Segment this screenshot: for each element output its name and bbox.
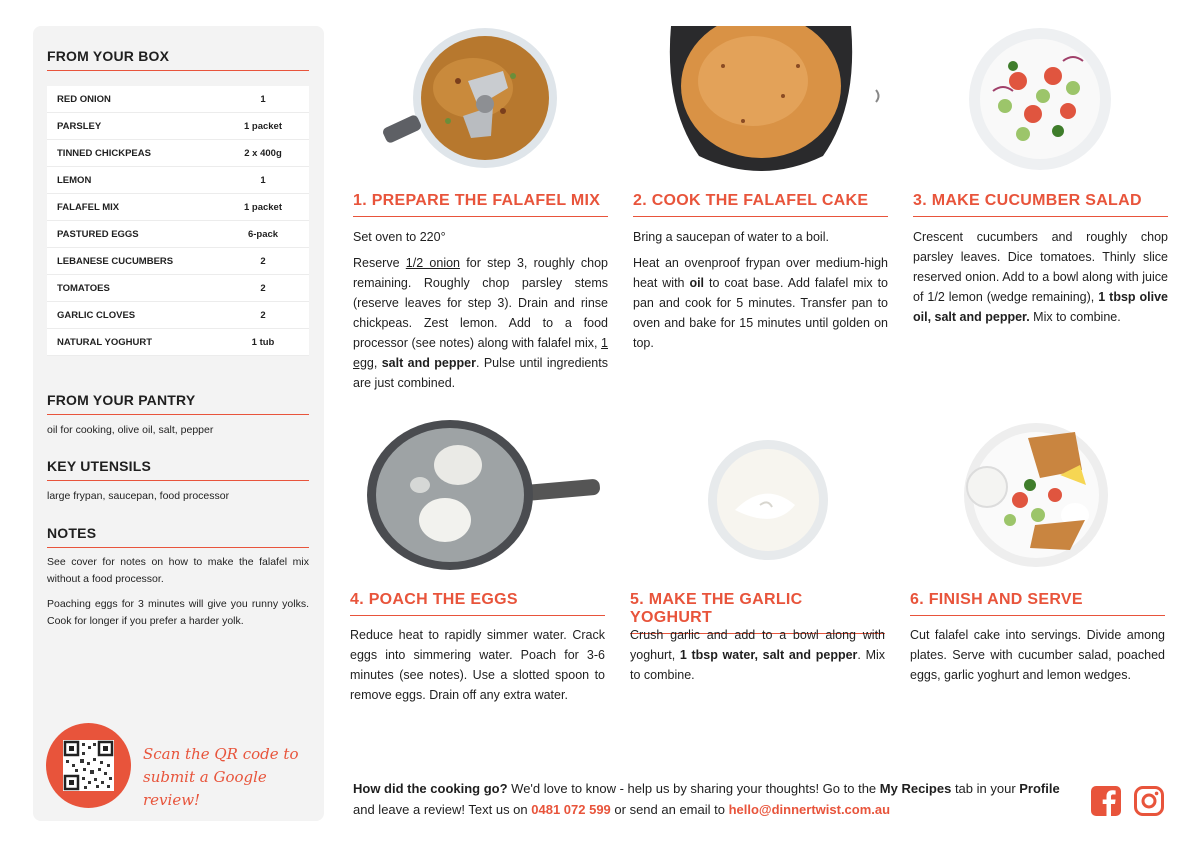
text-span: to coat base. Add falafel mix to pan and cook for 5 minutes. Transfer pan to oven and bake for 15 minutes until golden on top. bbox=[633, 276, 888, 350]
box-item-qty: 2 bbox=[260, 282, 266, 294]
instruction-text bbox=[630, 625, 885, 685]
text-span: Crescent cucumbers and roughly chop parsley leaves. Dice tomatoes. Thinly slice reserved onion. Add to a bowl along with juice of 1/2 lemon (wedge remaining), bbox=[913, 230, 1168, 304]
qr-review-cta bbox=[143, 743, 318, 812]
box-item-row bbox=[47, 194, 309, 221]
text-span: Reserve bbox=[353, 256, 406, 270]
box-item-name: NATURAL YOGHURT bbox=[57, 336, 152, 348]
step-instructions bbox=[350, 625, 605, 711]
qr-cta-line: Scan the QR code to bbox=[143, 745, 299, 763]
note-item: Poaching eggs for 3 minutes will give you runny yolks. Cook for longer if you prefer a harder yolk. bbox=[47, 598, 309, 627]
falafel-cake-photo bbox=[633, 26, 888, 176]
box-item-qty: 2 x 400g bbox=[244, 147, 282, 159]
facebook-icon[interactable] bbox=[1090, 785, 1122, 817]
box-item-row bbox=[47, 329, 309, 356]
box-item-name: PARSLEY bbox=[57, 120, 102, 132]
box-item-name: RED ONION bbox=[57, 93, 111, 105]
feedback-question: How did the cooking go? bbox=[353, 781, 508, 796]
text-span: Crush garlic and add to a bowl along with yoghurt, bbox=[630, 628, 885, 662]
step-instructions bbox=[910, 625, 1165, 691]
step-instructions bbox=[913, 227, 1168, 333]
step-title: 6. FINISH AND SERVE bbox=[910, 591, 1165, 616]
profile-link: Profile bbox=[1019, 781, 1060, 796]
garlic-yoghurt-photo bbox=[630, 420, 885, 575]
text-bold: salt and pepper bbox=[381, 356, 476, 370]
instagram-icon[interactable] bbox=[1133, 785, 1165, 817]
text-span: Heat an ovenproof frypan over medium-high heat with bbox=[633, 256, 888, 290]
step-title: 2. COOK THE FALAFEL CAKE bbox=[633, 192, 888, 217]
instruction-text: Reduce heat to rapidly simmer water. Crack eggs into simmering water. Poach for 3-6 minutes (see notes). Use a slotted spoon to remove eggs. Drain off any extra water. bbox=[350, 628, 605, 702]
box-item-qty: 1 packet bbox=[243, 120, 283, 132]
cucumber-salad-photo bbox=[913, 26, 1168, 176]
text-span: for step 3, roughly chop remaining. Roughly chop parsley stems (reserve leaves for step 3). Drain and rinse chickpeas. Zest lemon. Add to a food processor (see notes) along with falafel mix, bbox=[353, 256, 608, 350]
box-item-name: TINNED CHICKPEAS bbox=[57, 147, 151, 159]
text-span: . Pulse until ingredients are just combined. bbox=[353, 356, 608, 390]
step-instructions bbox=[630, 625, 885, 691]
reserved-onion-amount: 1/2 onion bbox=[405, 256, 461, 270]
box-item-row bbox=[47, 167, 309, 194]
text-bold: 1 tbsp olive oil, salt and pepper. bbox=[913, 290, 1168, 324]
text-span: , bbox=[373, 356, 382, 370]
text-span: Mix to combine. bbox=[1029, 310, 1121, 324]
box-item-name: TOMATOES bbox=[57, 282, 110, 294]
instruction-text bbox=[353, 253, 608, 393]
text-span: . Mix to combine. bbox=[630, 648, 886, 682]
qr-code-icon[interactable] bbox=[63, 740, 114, 791]
sidebar bbox=[33, 26, 324, 821]
box-item-qty: 1 packet bbox=[243, 201, 283, 213]
box-item-row bbox=[47, 302, 309, 329]
phone-number[interactable]: 0481 072 599 bbox=[531, 802, 611, 817]
box-item-name: PASTURED EGGS bbox=[57, 228, 139, 240]
step-instructions bbox=[353, 227, 608, 399]
food-processor-photo bbox=[353, 26, 608, 176]
box-item-qty: 6-pack bbox=[247, 228, 279, 240]
text-bold: oil bbox=[689, 276, 705, 290]
instruction-text bbox=[633, 253, 888, 353]
pantry-text: oil for cooking, olive oil, salt, pepper bbox=[47, 424, 214, 436]
box-item-row bbox=[47, 221, 309, 248]
instruction-text: Cut falafel cake into servings. Divide among plates. Serve with cucumber salad, poached eggs, garlic yoghurt and lemon wedges. bbox=[910, 628, 1165, 682]
box-item-row bbox=[47, 113, 309, 140]
notes-heading: NOTES bbox=[47, 525, 309, 548]
instruction-text: Bring a saucepan of water to a boil. bbox=[633, 230, 829, 244]
text-span: or send an email to bbox=[610, 802, 729, 817]
text-span: and leave a review! Text us on bbox=[353, 802, 532, 817]
from-your-pantry-heading: FROM YOUR PANTRY bbox=[47, 392, 309, 415]
text-span: tab in your bbox=[951, 781, 1020, 796]
instruction-text: Set oven to 220° bbox=[353, 230, 446, 244]
qr-badge bbox=[46, 723, 131, 808]
from-your-box-heading: FROM YOUR BOX bbox=[47, 48, 309, 71]
step-title: 4. POACH THE EGGS bbox=[350, 591, 605, 616]
box-item-name: LEBANESE CUCUMBERS bbox=[57, 255, 174, 267]
utensils-text: large frypan, saucepan, food processor bbox=[47, 490, 230, 502]
note-item: See cover for notes on how to make the falafel mix without a food processor. bbox=[47, 556, 309, 585]
email-link[interactable]: hello@dinnertwist.com.au bbox=[728, 802, 891, 817]
box-item-qty: 1 tub bbox=[251, 336, 275, 348]
instruction-text bbox=[913, 227, 1168, 327]
box-items-table bbox=[47, 86, 309, 356]
text-bold: 1 tbsp water, salt and pepper bbox=[679, 648, 858, 662]
feedback-footer bbox=[353, 778, 1073, 820]
poached-eggs-photo bbox=[350, 420, 605, 575]
step-title: 1. PREPARE THE FALAFEL MIX bbox=[353, 192, 608, 217]
box-item-row bbox=[47, 140, 309, 167]
box-item-name: LEMON bbox=[57, 174, 92, 186]
step-title: 3. MAKE CUCUMBER SALAD bbox=[913, 192, 1168, 217]
box-item-qty: 2 bbox=[260, 255, 266, 267]
box-item-row bbox=[47, 275, 309, 302]
step-instructions bbox=[633, 227, 888, 359]
egg-amount: 1 egg bbox=[353, 336, 608, 370]
box-item-row bbox=[47, 248, 309, 275]
box-item-qty: 1 bbox=[260, 174, 266, 186]
key-utensils-heading: KEY UTENSILS bbox=[47, 458, 309, 481]
box-item-qty: 1 bbox=[260, 93, 266, 105]
box-item-name: FALAFEL MIX bbox=[57, 201, 120, 213]
qr-cta-line: submit a Google review! bbox=[143, 768, 267, 809]
notes-text bbox=[47, 554, 309, 630]
step-title: 5. MAKE THE GARLIC YOGHURT bbox=[630, 591, 885, 634]
my-recipes-link: My Recipes bbox=[879, 781, 952, 796]
plated-meal-photo bbox=[910, 420, 1165, 575]
box-item-name: GARLIC CLOVES bbox=[57, 309, 136, 321]
box-item-row bbox=[47, 86, 309, 113]
box-item-qty: 2 bbox=[260, 309, 266, 321]
text-span: We'd love to know - help us by sharing your thoughts! Go to the bbox=[507, 781, 880, 796]
